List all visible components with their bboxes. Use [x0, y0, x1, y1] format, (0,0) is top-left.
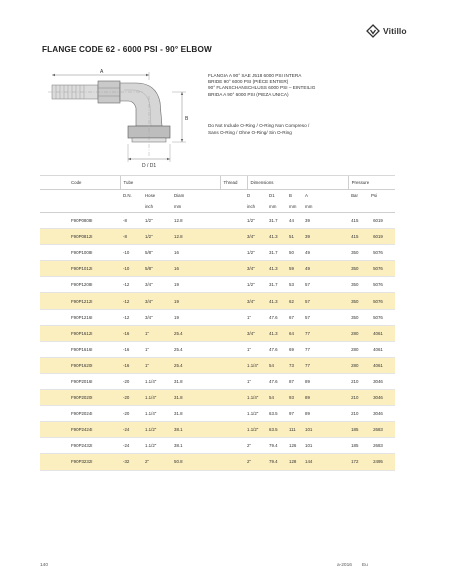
table-row [40, 325, 395, 341]
cell-a: 57 [305, 293, 330, 309]
cell-code: F90P1212I [40, 293, 120, 309]
cell-pressure [348, 213, 395, 229]
cell-empty [330, 406, 348, 422]
cell-d: 1" [247, 309, 269, 325]
cell-bar: 350 [351, 250, 359, 256]
language-label: Eu [361, 563, 368, 568]
cell-bar: 350 [351, 314, 359, 320]
cell-a: 77 [305, 357, 330, 373]
cell-d: 3/4" [247, 325, 269, 341]
sub-d1: D1 [269, 193, 275, 198]
cell-psi: 4061 [373, 346, 383, 352]
cell-bar: 280 [351, 346, 359, 352]
cell-psi: 5076 [373, 314, 383, 320]
cell-code: F90P2432I [40, 438, 120, 454]
cell-pressure [348, 341, 395, 357]
table-row [40, 438, 395, 454]
cell-d: 1.1/2" [247, 406, 269, 422]
cell-a: 89 [305, 406, 330, 422]
cell-b: 73 [289, 357, 305, 373]
cell-hose: 1" [145, 357, 174, 373]
cell-hose: 1" [145, 341, 174, 357]
cell-diam: 25.4 [174, 357, 220, 373]
table-row [40, 454, 395, 470]
cell-b: 62 [289, 293, 305, 309]
cell-code: F90P2016I [40, 373, 120, 389]
cell-b: 53 [289, 277, 305, 293]
cell-dn: -16 [120, 341, 145, 357]
table-row [40, 261, 395, 277]
spec-table [40, 176, 395, 471]
sub-bar-psi [348, 190, 395, 202]
cell-d1: 41.3 [269, 261, 289, 277]
cell-empty [330, 293, 348, 309]
unit-inch-d: inch [247, 201, 269, 213]
cell-code: F90P1216I [40, 309, 120, 325]
table-row [40, 245, 395, 261]
cell-b: 69 [289, 341, 305, 357]
table-subheader-row [40, 190, 395, 202]
cell-dn: -12 [120, 293, 145, 309]
cell-code: F90P3232I [40, 454, 120, 470]
sub-psi: Psi [370, 193, 378, 198]
cell-d: 2" [247, 454, 269, 470]
cell-dn: -24 [120, 422, 145, 438]
cell-d1: 31.7 [269, 213, 289, 229]
cell-pressure [348, 438, 395, 454]
cell-empty [220, 309, 247, 325]
sub-bar: Bar [351, 193, 358, 198]
cell-d: 1.1/4" [247, 390, 269, 406]
cell-dn: -12 [120, 309, 145, 325]
cell-code: F90P1612I [40, 325, 120, 341]
cell-b: 67 [289, 309, 305, 325]
cell-hose: 1.1/2" [145, 438, 174, 454]
cell-d: 2" [247, 438, 269, 454]
vitillo-logo-icon [366, 24, 380, 38]
cell-d: 1" [247, 341, 269, 357]
cell-pressure [348, 373, 395, 389]
cell-pressure [348, 245, 395, 261]
cell-empty [220, 357, 247, 373]
cell-d1: 54 [269, 357, 289, 373]
cell-a: 101 [305, 422, 330, 438]
table-row [40, 406, 395, 422]
cell-code: F90P1616I [40, 341, 120, 357]
cell-a: 89 [305, 373, 330, 389]
description-multilang [208, 73, 315, 98]
cell-hose: 1" [145, 325, 174, 341]
cell-diam: 16 [174, 261, 220, 277]
description-de: 90° FLANSCHANSCHLUSS 6000 PSI – EINTEILIG [208, 85, 316, 91]
cell-code: F90P1620I [40, 357, 120, 373]
cell-bar: 350 [351, 298, 359, 304]
cell-diam: 12.8 [174, 229, 220, 245]
elbow-body [120, 83, 162, 126]
cell-pressure [348, 293, 395, 309]
sub-d: D [247, 193, 251, 198]
cell-pressure [348, 309, 395, 325]
unit-mm: mm [174, 201, 220, 213]
cell-bar: 280 [351, 362, 359, 368]
cell-b: 111 [289, 422, 305, 438]
col-dimensions: Dimensions [247, 176, 348, 190]
cell-code: F90P0808I [40, 213, 120, 229]
cell-d1: 41.3 [269, 229, 289, 245]
cell-d1: 41.3 [269, 293, 289, 309]
cell-d: 3/4" [247, 261, 269, 277]
cell-diam: 25.4 [174, 325, 220, 341]
cell-pressure [348, 422, 395, 438]
cell-a: 49 [305, 261, 330, 277]
cell-d1: 41.3 [269, 325, 289, 341]
cell-empty [220, 229, 247, 245]
cell-dn: -16 [120, 357, 145, 373]
cell-empty [330, 454, 348, 470]
table-row [40, 277, 395, 293]
cell-bar: 350 [351, 282, 359, 288]
col-code: Code [40, 176, 120, 190]
cell-a: 89 [305, 390, 330, 406]
unit-mm-a: mm [305, 201, 330, 213]
cell-b: 97 [289, 406, 305, 422]
cell-b: 59 [289, 261, 305, 277]
page-title: FLANGE CODE 62 - 6000 PSI - 90° ELBOW [42, 45, 212, 54]
cell-d1: 47.6 [269, 373, 289, 389]
cell-pressure [348, 406, 395, 422]
cell-b: 50 [289, 245, 305, 261]
edition-label: a-2016 [337, 563, 352, 568]
cell-empty [220, 406, 247, 422]
cell-bar: 185 [351, 427, 359, 433]
cell-psi: 6019 [373, 234, 383, 240]
table-header-row [40, 176, 395, 190]
cell-b: 44 [289, 213, 305, 229]
cell-diam: 31.8 [174, 406, 220, 422]
brand-name: Vitillo [383, 26, 407, 36]
cell-psi: 3046 [373, 411, 383, 417]
cell-empty [220, 277, 247, 293]
cell-a: 77 [305, 325, 330, 341]
cell-empty [330, 261, 348, 277]
cell-dn: -16 [120, 325, 145, 341]
dimension-b-label: B [185, 116, 189, 122]
col-thread: Thread [220, 176, 247, 190]
cell-d1: 79.4 [269, 454, 289, 470]
cell-code: F90P2024I [40, 406, 120, 422]
cell-bar: 415 [351, 218, 359, 224]
cell-hose: 2" [145, 454, 174, 470]
cell-empty [220, 454, 247, 470]
cell-hose: 1/2" [145, 229, 174, 245]
table-row [40, 309, 395, 325]
cell-pressure [348, 229, 395, 245]
cell-b: 51 [289, 229, 305, 245]
cell-psi: 4061 [373, 362, 383, 368]
cell-dn: -20 [120, 390, 145, 406]
cell-empty [220, 261, 247, 277]
oring-note-line-2: Sans O-Ring / Ohne O-Ring/ Sin O-Ring [208, 129, 292, 135]
cell-d1: 31.7 [269, 277, 289, 293]
col-tube: Tube [120, 176, 220, 190]
cell-hose: 5/8" [145, 245, 174, 261]
cell-code: F90P1208I [40, 277, 120, 293]
table-row [40, 213, 395, 229]
cell-code: F90P2020I [40, 390, 120, 406]
unit-inch: inch [145, 201, 174, 213]
table-row [40, 422, 395, 438]
cell-a: 77 [305, 341, 330, 357]
description-it: FLANGIA A 90° SAE J518 6000 PSI INTERA [208, 73, 302, 78]
cell-pressure [348, 261, 395, 277]
sub-hose: Hose [145, 193, 156, 198]
oring-note-line-1: Do Not Include O-Ring / O-Ring Non Compreso / [208, 123, 310, 128]
cell-empty [330, 245, 348, 261]
cell-bar: 210 [351, 395, 359, 401]
cell-hose: 3/4" [145, 309, 174, 325]
cell-dn: -10 [120, 261, 145, 277]
table-row [40, 373, 395, 389]
page-number: 140 [40, 563, 49, 568]
cell-pressure [348, 277, 395, 293]
cell-psi: 2683 [373, 443, 383, 449]
hex-nut [98, 81, 120, 103]
cell-empty [330, 357, 348, 373]
cell-empty [220, 373, 247, 389]
cell-psi: 3046 [373, 395, 383, 401]
table-row [40, 357, 395, 373]
cell-diam: 31.8 [174, 390, 220, 406]
cell-diam: 31.8 [174, 373, 220, 389]
cell-bar: 210 [351, 411, 359, 417]
cell-bar: 210 [351, 378, 359, 384]
cell-d1: 47.6 [269, 341, 289, 357]
unit-mm-d1: mm [269, 201, 289, 213]
cell-psi: 3046 [373, 378, 383, 384]
spec-table-body [40, 213, 395, 471]
cell-psi: 4061 [373, 330, 383, 336]
cell-d1: 31.7 [269, 245, 289, 261]
cell-psi: 5076 [373, 298, 383, 304]
cell-hose: 1.1/4" [145, 373, 174, 389]
cell-empty [220, 245, 247, 261]
cell-d1: 47.6 [269, 309, 289, 325]
cell-diam: 19 [174, 309, 220, 325]
cell-d: 1/2" [247, 213, 269, 229]
cell-psi: 2683 [373, 427, 383, 433]
cell-dn: -20 [120, 373, 145, 389]
sub-diam: Diam [174, 193, 185, 198]
cell-hose: 1.1/4" [145, 390, 174, 406]
cell-empty [330, 422, 348, 438]
cell-bar: 415 [351, 234, 359, 240]
col-pressure: Pressure [348, 176, 395, 190]
cell-d: 1" [247, 373, 269, 389]
description-es: BRIDA A 90° 6000 PSI (PIEZA UNICA) [208, 91, 289, 97]
cell-pressure [348, 390, 395, 406]
cell-pressure [348, 357, 395, 373]
cell-pressure [348, 454, 395, 470]
cell-hose: 3/4" [145, 277, 174, 293]
cell-a: 39 [305, 213, 330, 229]
cell-a: 101 [305, 438, 330, 454]
cell-empty [330, 373, 348, 389]
brand-logo [366, 24, 407, 38]
cell-psi: 5076 [373, 250, 383, 256]
cell-dn: -8 [120, 213, 145, 229]
cell-d1: 63.5 [269, 422, 289, 438]
cell-pressure [348, 325, 395, 341]
cell-empty [330, 277, 348, 293]
cell-b: 64 [289, 325, 305, 341]
description-fr: BRIDE 90° 6000 PSI (PIÈCE ENTIER) [208, 79, 289, 85]
cell-empty [220, 293, 247, 309]
cell-a: 49 [305, 245, 330, 261]
table-row [40, 293, 395, 309]
cell-d1: 79.4 [269, 438, 289, 454]
cell-dn: -12 [120, 277, 145, 293]
dimension-a-label: A [100, 69, 104, 75]
cell-dn: -20 [120, 406, 145, 422]
cell-d: 3/4" [247, 229, 269, 245]
cell-psi: 6019 [373, 218, 383, 224]
cell-psi: 2495 [373, 459, 383, 465]
cell-d: 3/4" [247, 293, 269, 309]
cell-psi: 5076 [373, 266, 383, 272]
cell-empty [220, 325, 247, 341]
cell-empty [330, 438, 348, 454]
table-units-row [40, 201, 395, 213]
cell-b: 87 [289, 373, 305, 389]
table-row [40, 341, 395, 357]
footer-edition [337, 563, 368, 568]
cell-a: 57 [305, 277, 330, 293]
cell-empty [220, 390, 247, 406]
cell-d: 1.1/2" [247, 422, 269, 438]
cell-dn: -32 [120, 454, 145, 470]
cell-d: 1.1/4" [247, 357, 269, 373]
cell-empty [330, 229, 348, 245]
cell-empty [220, 422, 247, 438]
cell-diam: 38.1 [174, 422, 220, 438]
cell-hose: 1/2" [145, 213, 174, 229]
cell-b: 126 [289, 438, 305, 454]
unit-mm-b: mm [289, 201, 305, 213]
cell-diam: 25.4 [174, 341, 220, 357]
cell-empty [330, 390, 348, 406]
cell-dn: -24 [120, 438, 145, 454]
cell-b: 128 [289, 454, 305, 470]
cell-empty [220, 438, 247, 454]
cell-empty [330, 341, 348, 357]
cell-code: F90P0812I [40, 229, 120, 245]
cell-hose: 1.1/4" [145, 406, 174, 422]
sub-a: A [305, 193, 308, 198]
cell-d1: 54 [269, 390, 289, 406]
cell-code: F90P1008I [40, 245, 120, 261]
cell-bar: 350 [351, 266, 359, 272]
cell-diam: 12.8 [174, 213, 220, 229]
cell-diam: 16 [174, 245, 220, 261]
cell-a: 144 [305, 454, 330, 470]
cell-empty [330, 213, 348, 229]
cell-dn: -8 [120, 229, 145, 245]
cell-b: 93 [289, 390, 305, 406]
cell-code: F90P1012I [40, 261, 120, 277]
cell-a: 57 [305, 309, 330, 325]
cell-diam: 19 [174, 277, 220, 293]
cell-bar: 185 [351, 443, 359, 449]
cell-empty [220, 213, 247, 229]
cell-psi: 5076 [373, 282, 383, 288]
cell-d1: 63.5 [269, 406, 289, 422]
cell-a: 39 [305, 229, 330, 245]
sub-b: B [289, 193, 292, 198]
cell-d: 1/2" [247, 245, 269, 261]
sub-dn: D.N. [123, 193, 132, 198]
cell-code: F90P2424I [40, 422, 120, 438]
cell-empty [330, 325, 348, 341]
cell-diam: 38.1 [174, 438, 220, 454]
oring-note [208, 123, 309, 137]
cell-empty [220, 341, 247, 357]
cell-diam: 19 [174, 293, 220, 309]
dimension-d-label: D / D1 [142, 163, 157, 169]
table-row [40, 390, 395, 406]
cell-diam: 50.8 [174, 454, 220, 470]
cell-dn: -10 [120, 245, 145, 261]
cell-bar: 280 [351, 330, 359, 336]
cell-hose: 1.1/2" [145, 422, 174, 438]
cell-empty [330, 309, 348, 325]
cell-hose: 3/4" [145, 293, 174, 309]
cell-bar: 172 [351, 459, 359, 465]
table-row [40, 229, 395, 245]
cell-d: 1/2" [247, 277, 269, 293]
cell-hose: 5/8" [145, 261, 174, 277]
elbow-fitting-drawing [44, 68, 204, 174]
